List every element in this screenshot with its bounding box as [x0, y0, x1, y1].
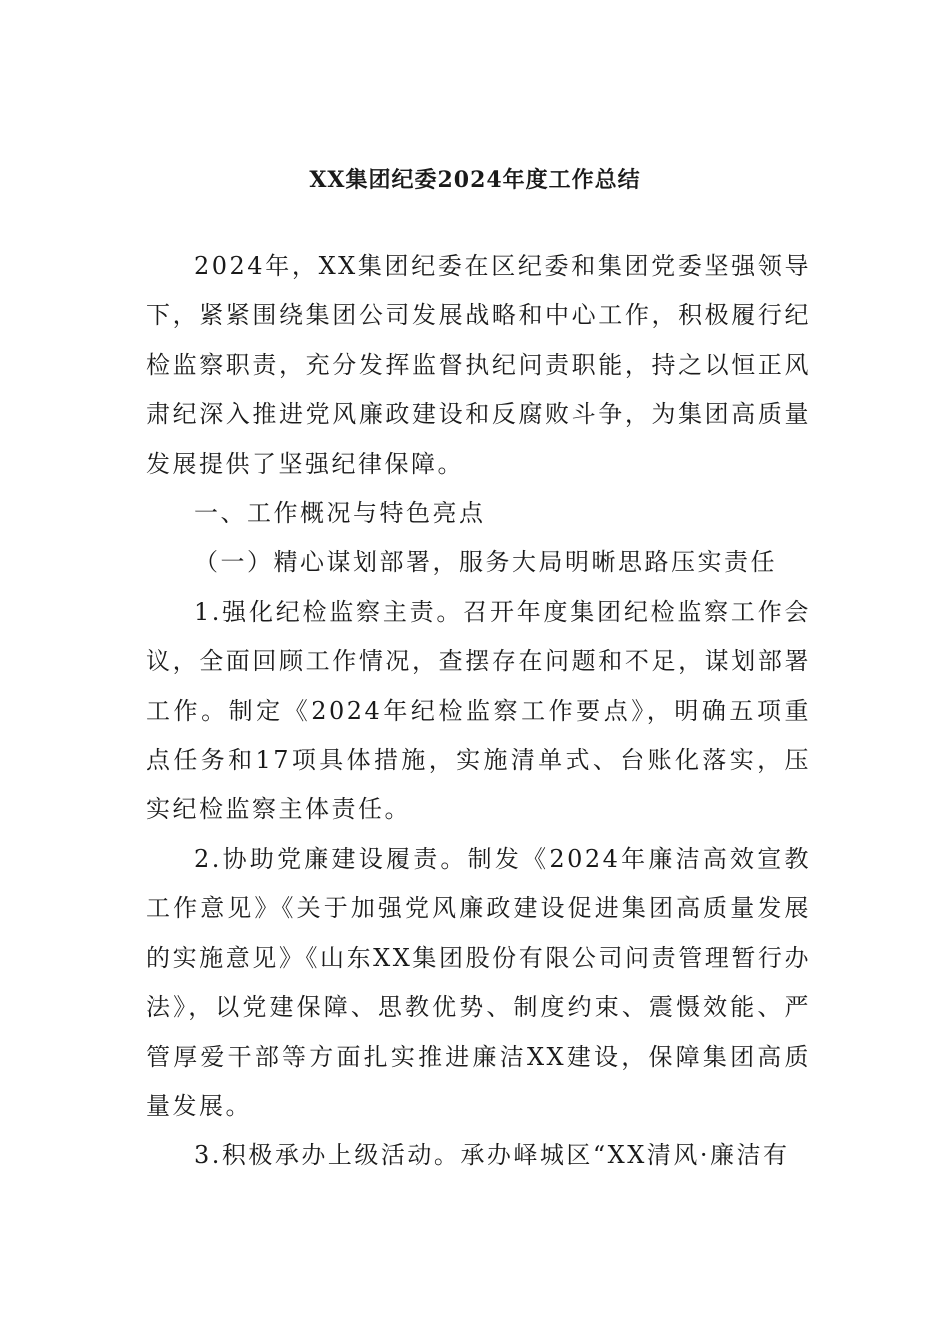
- document-body: [146, 242, 811, 1181]
- intro-paragraph: 2024年，XX集团纪委在区纪委和集团党委坚强领导下，紧紧围绕集团公司发展战略和中心工作，积极履行纪检监察职责，充分发挥监督执纪问责职能，持之以恒正风肃纪深入推进党风廉政建设和反腐败斗争，为集团高质量发展提供了坚强纪律保障。: [146, 252, 811, 478]
- document-title: XX集团纪委2024年度工作总结: [309, 167, 641, 193]
- item-paragraph-2: 2.协助党廉建设履责。制发《2024年廉洁高效宣教工作意见》《关于加强党风廉政建设促进集团高质量发展的实施意见》《山东XX集团股份有限公司问责管理暂行办法》，以党建保障、思教优势、制度约束、震慑效能、严管厚爱干部等方面扎实推进廉洁XX建设，保障集团高质量发展。: [146, 844, 811, 1120]
- subsection-heading: （一）精心谋划部署，服务大局明晰思路压实责任: [194, 548, 777, 577]
- item-paragraph-3: 3.积极承办上级活动。承办峄城区“XX清风·廉洁有: [194, 1141, 790, 1170]
- section-heading: 一、工作概况与特色亮点: [194, 499, 486, 528]
- item-paragraph-1: 1.强化纪检监察主责。召开年度集团纪检监察工作会议，全面回顾工作情况，查摆存在问题和不足，谋划部署工作。制定《2024年纪检监察工作要点》，明确五项重点任务和17项具体措施，实施清单式、台账化落实，压实纪检监察主体责任。: [146, 597, 811, 824]
